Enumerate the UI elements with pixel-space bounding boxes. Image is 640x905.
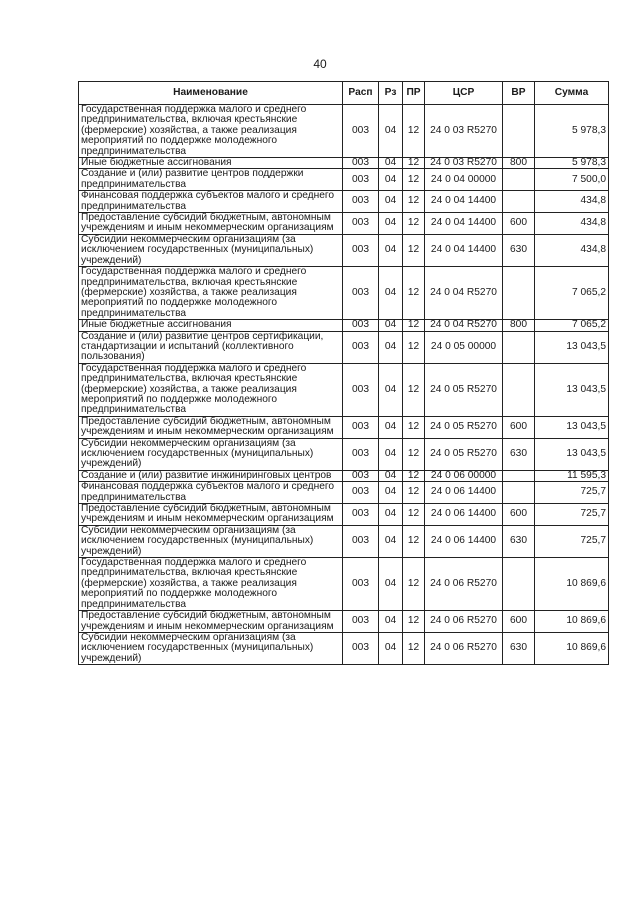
cell-vr	[503, 331, 535, 363]
cell-sum: 434,8	[535, 234, 609, 266]
cell-pr: 12	[403, 267, 425, 320]
cell-name: Предоставление субсидий бюджетным, автономным учреждениям и иным некоммерческим организациям	[79, 416, 343, 438]
cell-rz: 04	[379, 320, 403, 331]
cell-csr: 24 0 04 R5270	[425, 267, 503, 320]
cell-pr: 12	[403, 470, 425, 481]
cell-sum: 5 978,3	[535, 105, 609, 158]
table-row	[79, 438, 609, 470]
cell-csr: 24 0 05 R5270	[425, 416, 503, 438]
table-row	[79, 234, 609, 266]
header-pr: ПР	[403, 82, 425, 105]
cell-pr: 12	[403, 169, 425, 191]
cell-sum: 7 500,0	[535, 169, 609, 191]
cell-pr: 12	[403, 438, 425, 470]
cell-rasp: 003	[343, 158, 379, 169]
cell-sum: 725,7	[535, 525, 609, 557]
cell-vr: 630	[503, 234, 535, 266]
budget-table	[78, 81, 609, 665]
cell-rasp: 003	[343, 320, 379, 331]
cell-csr: 24 0 05 R5270	[425, 363, 503, 416]
cell-rz: 04	[379, 558, 403, 611]
cell-sum: 13 043,5	[535, 438, 609, 470]
cell-name: Финансовая поддержка субъектов малого и среднего предпринимательства	[79, 191, 343, 213]
cell-csr: 24 0 04 14400	[425, 191, 503, 213]
cell-name: Субсидии некоммерческим организациям (за исключением государственных (муниципальных) учреждений)	[79, 438, 343, 470]
cell-rasp: 003	[343, 416, 379, 438]
cell-sum: 13 043,5	[535, 363, 609, 416]
table-row	[79, 504, 609, 526]
cell-csr: 24 0 04 14400	[425, 234, 503, 266]
cell-csr: 24 0 04 00000	[425, 169, 503, 191]
cell-rasp: 003	[343, 363, 379, 416]
cell-name: Государственная поддержка малого и среднего предпринимательства, включая крестьянские (фермерские) хозяйства, а также реализация мероприятий по поддержке молодежного предпринимательства	[79, 267, 343, 320]
cell-rz: 04	[379, 470, 403, 481]
cell-pr: 12	[403, 331, 425, 363]
cell-vr: 800	[503, 320, 535, 331]
cell-name: Предоставление субсидий бюджетным, автономным учреждениям и иным некоммерческим организациям	[79, 213, 343, 235]
table-row	[79, 158, 609, 169]
cell-rasp: 003	[343, 504, 379, 526]
cell-vr: 600	[503, 213, 535, 235]
cell-csr: 24 0 06 14400	[425, 482, 503, 504]
table-row	[79, 331, 609, 363]
cell-rz: 04	[379, 331, 403, 363]
cell-name: Государственная поддержка малого и среднего предпринимательства, включая крестьянские (фермерские) хозяйства, а также реализация мероприятий по поддержке молодежного предпринимательства	[79, 558, 343, 611]
cell-csr: 24 0 05 R5270	[425, 438, 503, 470]
table-row	[79, 416, 609, 438]
cell-name: Иные бюджетные ассигнования	[79, 158, 343, 169]
cell-csr: 24 0 05 00000	[425, 331, 503, 363]
cell-pr: 12	[403, 632, 425, 664]
cell-pr: 12	[403, 416, 425, 438]
table-row	[79, 213, 609, 235]
cell-csr: 24 0 06 00000	[425, 470, 503, 481]
cell-name: Субсидии некоммерческим организациям (за исключением государственных (муниципальных) учреждений)	[79, 234, 343, 266]
cell-rasp: 003	[343, 632, 379, 664]
header-sum: Сумма	[535, 82, 609, 105]
header-name: Наименование	[79, 82, 343, 105]
cell-rasp: 003	[343, 267, 379, 320]
cell-sum: 11 595,3	[535, 470, 609, 481]
cell-pr: 12	[403, 363, 425, 416]
page-number: 40	[313, 57, 327, 71]
table-body	[79, 105, 609, 665]
cell-sum: 5 978,3	[535, 158, 609, 169]
cell-rz: 04	[379, 611, 403, 633]
cell-rz: 04	[379, 169, 403, 191]
cell-rz: 04	[379, 525, 403, 557]
cell-sum: 7 065,2	[535, 267, 609, 320]
cell-rasp: 003	[343, 525, 379, 557]
cell-pr: 12	[403, 320, 425, 331]
cell-vr: 600	[503, 611, 535, 633]
cell-rz: 04	[379, 105, 403, 158]
cell-csr: 24 0 06 14400	[425, 504, 503, 526]
cell-sum: 725,7	[535, 504, 609, 526]
cell-rasp: 003	[343, 169, 379, 191]
cell-csr: 24 0 03 R5270	[425, 105, 503, 158]
table-row	[79, 611, 609, 633]
cell-vr: 630	[503, 525, 535, 557]
table-row	[79, 320, 609, 331]
table-row	[79, 105, 609, 158]
cell-csr: 24 0 04 R5270	[425, 320, 503, 331]
cell-rz: 04	[379, 416, 403, 438]
cell-name: Финансовая поддержка субъектов малого и среднего предпринимательства	[79, 482, 343, 504]
cell-rz: 04	[379, 438, 403, 470]
cell-name: Предоставление субсидий бюджетным, автономным учреждениям и иным некоммерческим организациям	[79, 611, 343, 633]
cell-vr	[503, 105, 535, 158]
cell-pr: 12	[403, 234, 425, 266]
table-row	[79, 558, 609, 611]
cell-rasp: 003	[343, 470, 379, 481]
cell-rasp: 003	[343, 558, 379, 611]
cell-name: Субсидии некоммерческим организациям (за исключением государственных (муниципальных) учреждений)	[79, 632, 343, 664]
cell-csr: 24 0 03 R5270	[425, 158, 503, 169]
cell-pr: 12	[403, 213, 425, 235]
cell-rz: 04	[379, 504, 403, 526]
cell-name: Создание и (или) развитие центров поддержки предпринимательства	[79, 169, 343, 191]
table-row	[79, 482, 609, 504]
cell-rz: 04	[379, 363, 403, 416]
cell-vr	[503, 558, 535, 611]
cell-csr: 24 0 04 14400	[425, 213, 503, 235]
cell-rz: 04	[379, 213, 403, 235]
table-row	[79, 632, 609, 664]
cell-pr: 12	[403, 611, 425, 633]
cell-sum: 13 043,5	[535, 331, 609, 363]
cell-rasp: 003	[343, 234, 379, 266]
table-row	[79, 191, 609, 213]
cell-sum: 10 869,6	[535, 611, 609, 633]
cell-name: Государственная поддержка малого и среднего предпринимательства, включая крестьянские (фермерские) хозяйства, а также реализация мероприятий по поддержке молодежного предпринимательства	[79, 105, 343, 158]
cell-csr: 24 0 06 R5270	[425, 611, 503, 633]
cell-vr: 800	[503, 158, 535, 169]
cell-pr: 12	[403, 504, 425, 526]
table-row	[79, 363, 609, 416]
cell-vr	[503, 191, 535, 213]
cell-pr: 12	[403, 191, 425, 213]
cell-sum: 13 043,5	[535, 416, 609, 438]
cell-name: Создание и (или) развитие центров сертификации, стандартизации и испытаний (коллективного пользования)	[79, 331, 343, 363]
header-csr: ЦСР	[425, 82, 503, 105]
cell-rasp: 003	[343, 105, 379, 158]
header-rasp: Расп	[343, 82, 379, 105]
cell-name: Иные бюджетные ассигнования	[79, 320, 343, 331]
cell-rz: 04	[379, 158, 403, 169]
cell-vr	[503, 363, 535, 416]
cell-rz: 04	[379, 234, 403, 266]
cell-name: Предоставление субсидий бюджетным, автономным учреждениям и иным некоммерческим организациям	[79, 504, 343, 526]
cell-name: Государственная поддержка малого и среднего предпринимательства, включая крестьянские (фермерские) хозяйства, а также реализация мероприятий по поддержке молодежного предпринимательства	[79, 363, 343, 416]
cell-rasp: 003	[343, 331, 379, 363]
cell-sum: 7 065,2	[535, 320, 609, 331]
cell-sum: 10 869,6	[535, 632, 609, 664]
table-row	[79, 169, 609, 191]
cell-csr: 24 0 06 R5270	[425, 558, 503, 611]
table-row	[79, 525, 609, 557]
cell-vr: 630	[503, 632, 535, 664]
table-header-row	[79, 82, 609, 105]
cell-pr: 12	[403, 482, 425, 504]
cell-vr: 600	[503, 504, 535, 526]
cell-sum: 434,8	[535, 191, 609, 213]
cell-rasp: 003	[343, 482, 379, 504]
header-vr: ВР	[503, 82, 535, 105]
cell-rz: 04	[379, 267, 403, 320]
cell-csr: 24 0 06 R5270	[425, 632, 503, 664]
cell-vr: 630	[503, 438, 535, 470]
cell-rz: 04	[379, 632, 403, 664]
cell-vr	[503, 169, 535, 191]
table-row	[79, 267, 609, 320]
cell-sum: 434,8	[535, 213, 609, 235]
cell-csr: 24 0 06 14400	[425, 525, 503, 557]
cell-pr: 12	[403, 525, 425, 557]
cell-rz: 04	[379, 482, 403, 504]
cell-name: Создание и (или) развитие инжиниринговых центров	[79, 470, 343, 481]
table-row	[79, 470, 609, 481]
cell-rasp: 003	[343, 191, 379, 213]
cell-vr	[503, 470, 535, 481]
header-rz: Рз	[379, 82, 403, 105]
cell-rz: 04	[379, 191, 403, 213]
cell-vr	[503, 267, 535, 320]
cell-vr	[503, 482, 535, 504]
cell-vr: 600	[503, 416, 535, 438]
cell-pr: 12	[403, 158, 425, 169]
cell-sum: 725,7	[535, 482, 609, 504]
cell-sum: 10 869,6	[535, 558, 609, 611]
cell-name: Субсидии некоммерческим организациям (за исключением государственных (муниципальных) учреждений)	[79, 525, 343, 557]
cell-rasp: 003	[343, 438, 379, 470]
cell-rasp: 003	[343, 611, 379, 633]
cell-pr: 12	[403, 558, 425, 611]
cell-rasp: 003	[343, 213, 379, 235]
cell-pr: 12	[403, 105, 425, 158]
